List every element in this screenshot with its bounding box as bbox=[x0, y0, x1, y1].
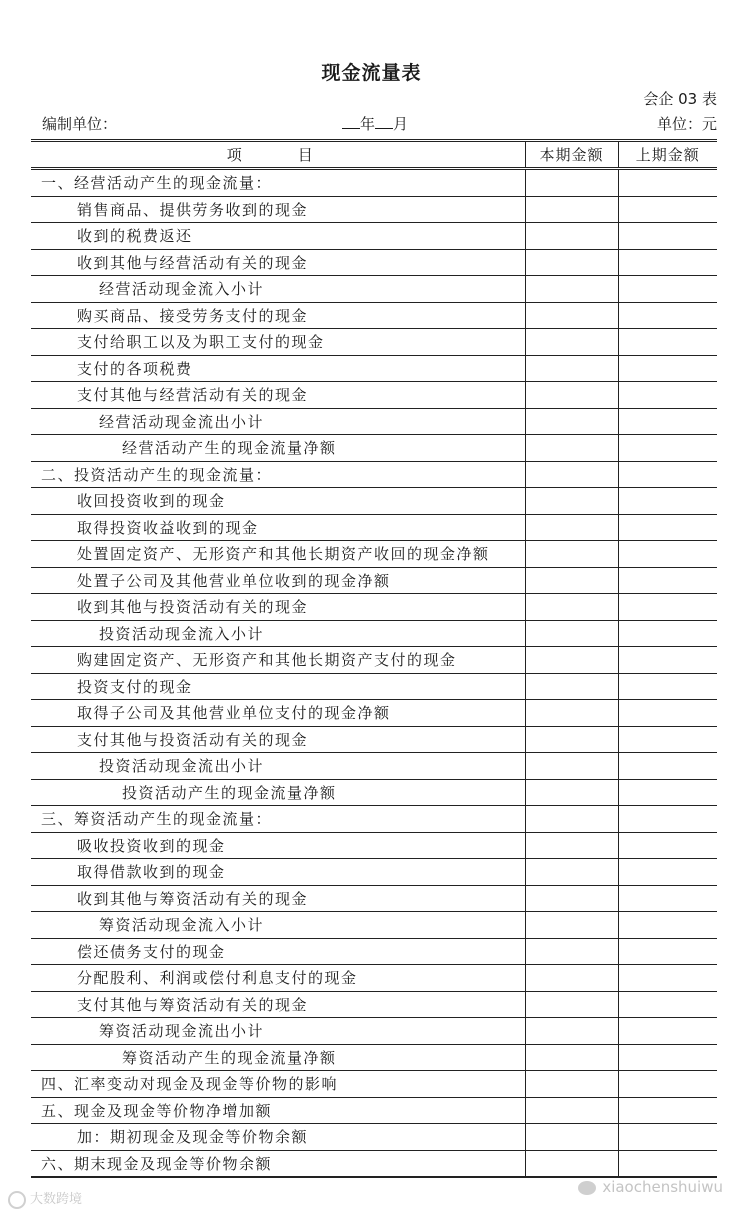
watermark-left bbox=[8, 1188, 82, 1209]
table-row bbox=[31, 514, 717, 541]
report-date bbox=[342, 113, 408, 134]
table-row bbox=[31, 435, 717, 462]
current-amount-cell[interactable] bbox=[525, 991, 618, 1018]
previous-amount-cell[interactable] bbox=[618, 806, 717, 833]
row-item-label: 经营活动产生的现金流量净额 bbox=[31, 435, 525, 462]
current-amount-cell[interactable] bbox=[525, 647, 618, 674]
row-item-label: 三、筹资活动产生的现金流量： bbox=[31, 806, 525, 833]
row-item-label: 筹资活动产生的现金流量净额 bbox=[31, 1044, 525, 1071]
current-amount-cell[interactable] bbox=[525, 169, 618, 197]
table-row bbox=[31, 620, 717, 647]
table-row bbox=[31, 302, 717, 329]
current-amount-cell[interactable] bbox=[525, 355, 618, 382]
row-item-label: 处置固定资产、无形资产和其他长期资产收回的现金净额 bbox=[31, 541, 525, 568]
row-item-label: 支付的各项税费 bbox=[31, 355, 525, 382]
table-row bbox=[31, 1097, 717, 1124]
row-item-label: 支付给职工以及为职工支付的现金 bbox=[31, 329, 525, 356]
row-item-label: 四、汇率变动对现金及现金等价物的影响 bbox=[31, 1071, 525, 1098]
previous-amount-cell[interactable] bbox=[618, 700, 717, 727]
previous-amount-cell[interactable] bbox=[618, 832, 717, 859]
previous-amount-cell[interactable] bbox=[618, 541, 717, 568]
table-row bbox=[31, 806, 717, 833]
table-row bbox=[31, 912, 717, 939]
current-amount-cell[interactable] bbox=[525, 435, 618, 462]
current-amount-cell[interactable] bbox=[525, 965, 618, 992]
table-row bbox=[31, 541, 717, 568]
table-row bbox=[31, 832, 717, 859]
table-row bbox=[31, 1018, 717, 1045]
current-amount-cell[interactable] bbox=[525, 567, 618, 594]
row-item-label: 收到其他与经营活动有关的现金 bbox=[31, 249, 525, 276]
current-amount-cell[interactable] bbox=[525, 832, 618, 859]
current-amount-cell[interactable] bbox=[525, 196, 618, 223]
table-row bbox=[31, 355, 717, 382]
table-row bbox=[31, 965, 717, 992]
current-amount-cell[interactable] bbox=[525, 1071, 618, 1098]
previous-amount-cell[interactable] bbox=[618, 1097, 717, 1124]
table-row bbox=[31, 488, 717, 515]
previous-amount-cell[interactable] bbox=[618, 647, 717, 674]
header-current-amount: 本期金额 bbox=[525, 141, 618, 169]
table-row bbox=[31, 169, 717, 197]
row-item-label: 投资活动现金流入小计 bbox=[31, 620, 525, 647]
row-item-label: 投资活动产生的现金流量净额 bbox=[31, 779, 525, 806]
current-amount-cell[interactable] bbox=[525, 541, 618, 568]
current-amount-cell[interactable] bbox=[525, 488, 618, 515]
row-item-label: 经营活动现金流入小计 bbox=[31, 276, 525, 303]
row-item-label: 购买商品、接受劳务支付的现金 bbox=[31, 302, 525, 329]
previous-amount-cell[interactable] bbox=[618, 461, 717, 488]
current-amount-cell[interactable] bbox=[525, 726, 618, 753]
previous-amount-cell[interactable] bbox=[618, 169, 717, 197]
watermark-logo-icon bbox=[8, 1191, 26, 1209]
row-item-label: 取得借款收到的现金 bbox=[31, 859, 525, 886]
table-row bbox=[31, 223, 717, 250]
currency-unit: 单位：元 bbox=[656, 115, 717, 133]
table-row bbox=[31, 779, 717, 806]
row-item-label: 购建固定资产、无形资产和其他长期资产支付的现金 bbox=[31, 647, 525, 674]
current-amount-cell[interactable] bbox=[525, 382, 618, 409]
row-item-label: 经营活动现金流出小计 bbox=[31, 408, 525, 435]
previous-amount-cell[interactable] bbox=[618, 594, 717, 621]
previous-amount-cell[interactable] bbox=[618, 435, 717, 462]
month-label: 月 bbox=[393, 115, 409, 133]
previous-amount-cell[interactable] bbox=[618, 276, 717, 303]
current-amount-cell[interactable] bbox=[525, 1124, 618, 1151]
current-amount-cell[interactable] bbox=[525, 223, 618, 250]
row-item-label: 支付其他与筹资活动有关的现金 bbox=[31, 991, 525, 1018]
year-label: 年 bbox=[360, 115, 376, 133]
current-amount-cell[interactable] bbox=[525, 594, 618, 621]
previous-amount-cell[interactable] bbox=[618, 382, 717, 409]
previous-amount-cell[interactable] bbox=[618, 249, 717, 276]
current-amount-cell[interactable] bbox=[525, 302, 618, 329]
previous-amount-cell[interactable] bbox=[618, 859, 717, 886]
previous-amount-cell[interactable] bbox=[618, 991, 717, 1018]
table-row bbox=[31, 1044, 717, 1071]
current-amount-cell[interactable] bbox=[525, 249, 618, 276]
previous-amount-cell[interactable] bbox=[618, 753, 717, 780]
row-item-label: 支付其他与投资活动有关的现金 bbox=[31, 726, 525, 753]
previous-amount-cell[interactable] bbox=[618, 673, 717, 700]
row-item-label: 处置子公司及其他营业单位收到的现金净额 bbox=[31, 567, 525, 594]
row-item-label: 收到其他与筹资活动有关的现金 bbox=[31, 885, 525, 912]
current-amount-cell[interactable] bbox=[525, 912, 618, 939]
previous-amount-cell[interactable] bbox=[618, 567, 717, 594]
meta-row bbox=[42, 113, 717, 135]
table-row bbox=[31, 329, 717, 356]
current-amount-cell[interactable] bbox=[525, 806, 618, 833]
year-blank bbox=[342, 114, 360, 129]
previous-amount-cell[interactable] bbox=[618, 196, 717, 223]
current-amount-cell[interactable] bbox=[525, 514, 618, 541]
table-row bbox=[31, 1150, 717, 1177]
table-row bbox=[31, 382, 717, 409]
table-row bbox=[31, 461, 717, 488]
row-item-label: 六、期末现金及现金等价物余额 bbox=[41, 1154, 273, 1173]
current-amount-cell[interactable] bbox=[525, 859, 618, 886]
row-item-label: 二、投资活动产生的现金流量： bbox=[31, 461, 525, 488]
watermark-right-text: xiaochenshuiwu bbox=[602, 1178, 723, 1196]
header-item: 项目 bbox=[31, 141, 525, 169]
previous-amount-cell[interactable] bbox=[618, 355, 717, 382]
current-amount-cell[interactable] bbox=[525, 1150, 618, 1177]
current-amount-cell[interactable] bbox=[525, 1018, 618, 1045]
previous-amount-cell[interactable] bbox=[618, 408, 717, 435]
row-item-label: 取得子公司及其他营业单位支付的现金净额 bbox=[31, 700, 525, 727]
header-previous-amount: 上期金额 bbox=[618, 141, 717, 169]
current-amount-cell[interactable] bbox=[525, 1044, 618, 1071]
table-row bbox=[31, 885, 717, 912]
row-item-label: 一、经营活动产生的现金流量： bbox=[31, 169, 525, 197]
previous-amount-cell[interactable] bbox=[618, 620, 717, 647]
table-row bbox=[31, 991, 717, 1018]
previous-amount-cell[interactable] bbox=[618, 329, 717, 356]
table-row bbox=[31, 196, 717, 223]
table-row bbox=[31, 567, 717, 594]
table-row bbox=[31, 726, 717, 753]
row-item-label: 加：期初现金及现金等价物余额 bbox=[31, 1124, 525, 1151]
row-item-label: 筹资活动现金流入小计 bbox=[31, 912, 525, 939]
watermark-right bbox=[578, 1178, 723, 1196]
table-row bbox=[31, 673, 717, 700]
current-amount-cell[interactable] bbox=[525, 885, 618, 912]
previous-amount-cell[interactable] bbox=[618, 1124, 717, 1151]
row-item-label: 分配股利、利润或偿付利息支付的现金 bbox=[31, 965, 525, 992]
cash-flow-table bbox=[31, 139, 717, 1178]
previous-amount-cell[interactable] bbox=[618, 1044, 717, 1071]
table-row bbox=[31, 700, 717, 727]
wechat-icon bbox=[578, 1181, 596, 1195]
current-amount-cell[interactable] bbox=[525, 276, 618, 303]
row-item-label: 支付其他与经营活动有关的现金 bbox=[31, 382, 525, 409]
previous-amount-cell[interactable] bbox=[618, 885, 717, 912]
previous-amount-cell[interactable] bbox=[618, 514, 717, 541]
row-item-label: 收到其他与投资活动有关的现金 bbox=[31, 594, 525, 621]
previous-amount-cell[interactable] bbox=[618, 302, 717, 329]
row-item-label: 取得投资收益收到的现金 bbox=[31, 514, 525, 541]
previous-amount-cell[interactable] bbox=[618, 726, 717, 753]
table-row bbox=[31, 408, 717, 435]
table-body bbox=[31, 169, 717, 1178]
previous-amount-cell[interactable] bbox=[618, 488, 717, 515]
previous-amount-cell[interactable] bbox=[618, 1150, 717, 1177]
row-item-label: 偿还债务支付的现金 bbox=[31, 938, 525, 965]
current-amount-cell[interactable] bbox=[525, 673, 618, 700]
table-row bbox=[31, 1124, 717, 1151]
current-amount-cell[interactable] bbox=[525, 408, 618, 435]
row-item-label: 销售商品、提供劳务收到的现金 bbox=[31, 196, 525, 223]
previous-amount-cell[interactable] bbox=[618, 965, 717, 992]
table-row bbox=[31, 249, 717, 276]
table-row bbox=[31, 276, 717, 303]
previous-amount-cell[interactable] bbox=[618, 779, 717, 806]
row-item-label: 投资活动现金流出小计 bbox=[31, 753, 525, 780]
current-amount-cell[interactable] bbox=[525, 329, 618, 356]
prepared-by-label: 编制单位： bbox=[42, 115, 118, 133]
previous-amount-cell[interactable] bbox=[618, 1018, 717, 1045]
table-row bbox=[31, 859, 717, 886]
current-amount-cell[interactable] bbox=[525, 779, 618, 806]
row-item-label: 筹资活动现金流出小计 bbox=[31, 1018, 525, 1045]
form-number: 会企 03 表 bbox=[643, 90, 717, 108]
page-title: 现金流量表 bbox=[321, 62, 422, 84]
row-item-label: 投资支付的现金 bbox=[31, 673, 525, 700]
row-item-label: 收回投资收到的现金 bbox=[31, 488, 525, 515]
row-item-label: 收到的税费返还 bbox=[31, 223, 525, 250]
month-blank bbox=[375, 114, 393, 129]
current-amount-cell[interactable] bbox=[525, 620, 618, 647]
table-header-row bbox=[31, 141, 717, 169]
previous-amount-cell[interactable] bbox=[618, 912, 717, 939]
current-amount-cell[interactable] bbox=[525, 938, 618, 965]
table-row bbox=[31, 1071, 717, 1098]
current-amount-cell[interactable] bbox=[525, 700, 618, 727]
current-amount-cell[interactable] bbox=[525, 1097, 618, 1124]
row-item-label: 五、现金及现金等价物净增加额 bbox=[31, 1097, 525, 1124]
current-amount-cell[interactable] bbox=[525, 461, 618, 488]
table-row bbox=[31, 938, 717, 965]
current-amount-cell[interactable] bbox=[525, 753, 618, 780]
previous-amount-cell[interactable] bbox=[618, 1071, 717, 1098]
previous-amount-cell[interactable] bbox=[618, 938, 717, 965]
table-row bbox=[31, 753, 717, 780]
table-row bbox=[31, 594, 717, 621]
row-item-label: 吸收投资收到的现金 bbox=[31, 832, 525, 859]
table-row bbox=[31, 647, 717, 674]
watermark-left-text: 大数跨境 bbox=[30, 1192, 83, 1207]
previous-amount-cell[interactable] bbox=[618, 223, 717, 250]
